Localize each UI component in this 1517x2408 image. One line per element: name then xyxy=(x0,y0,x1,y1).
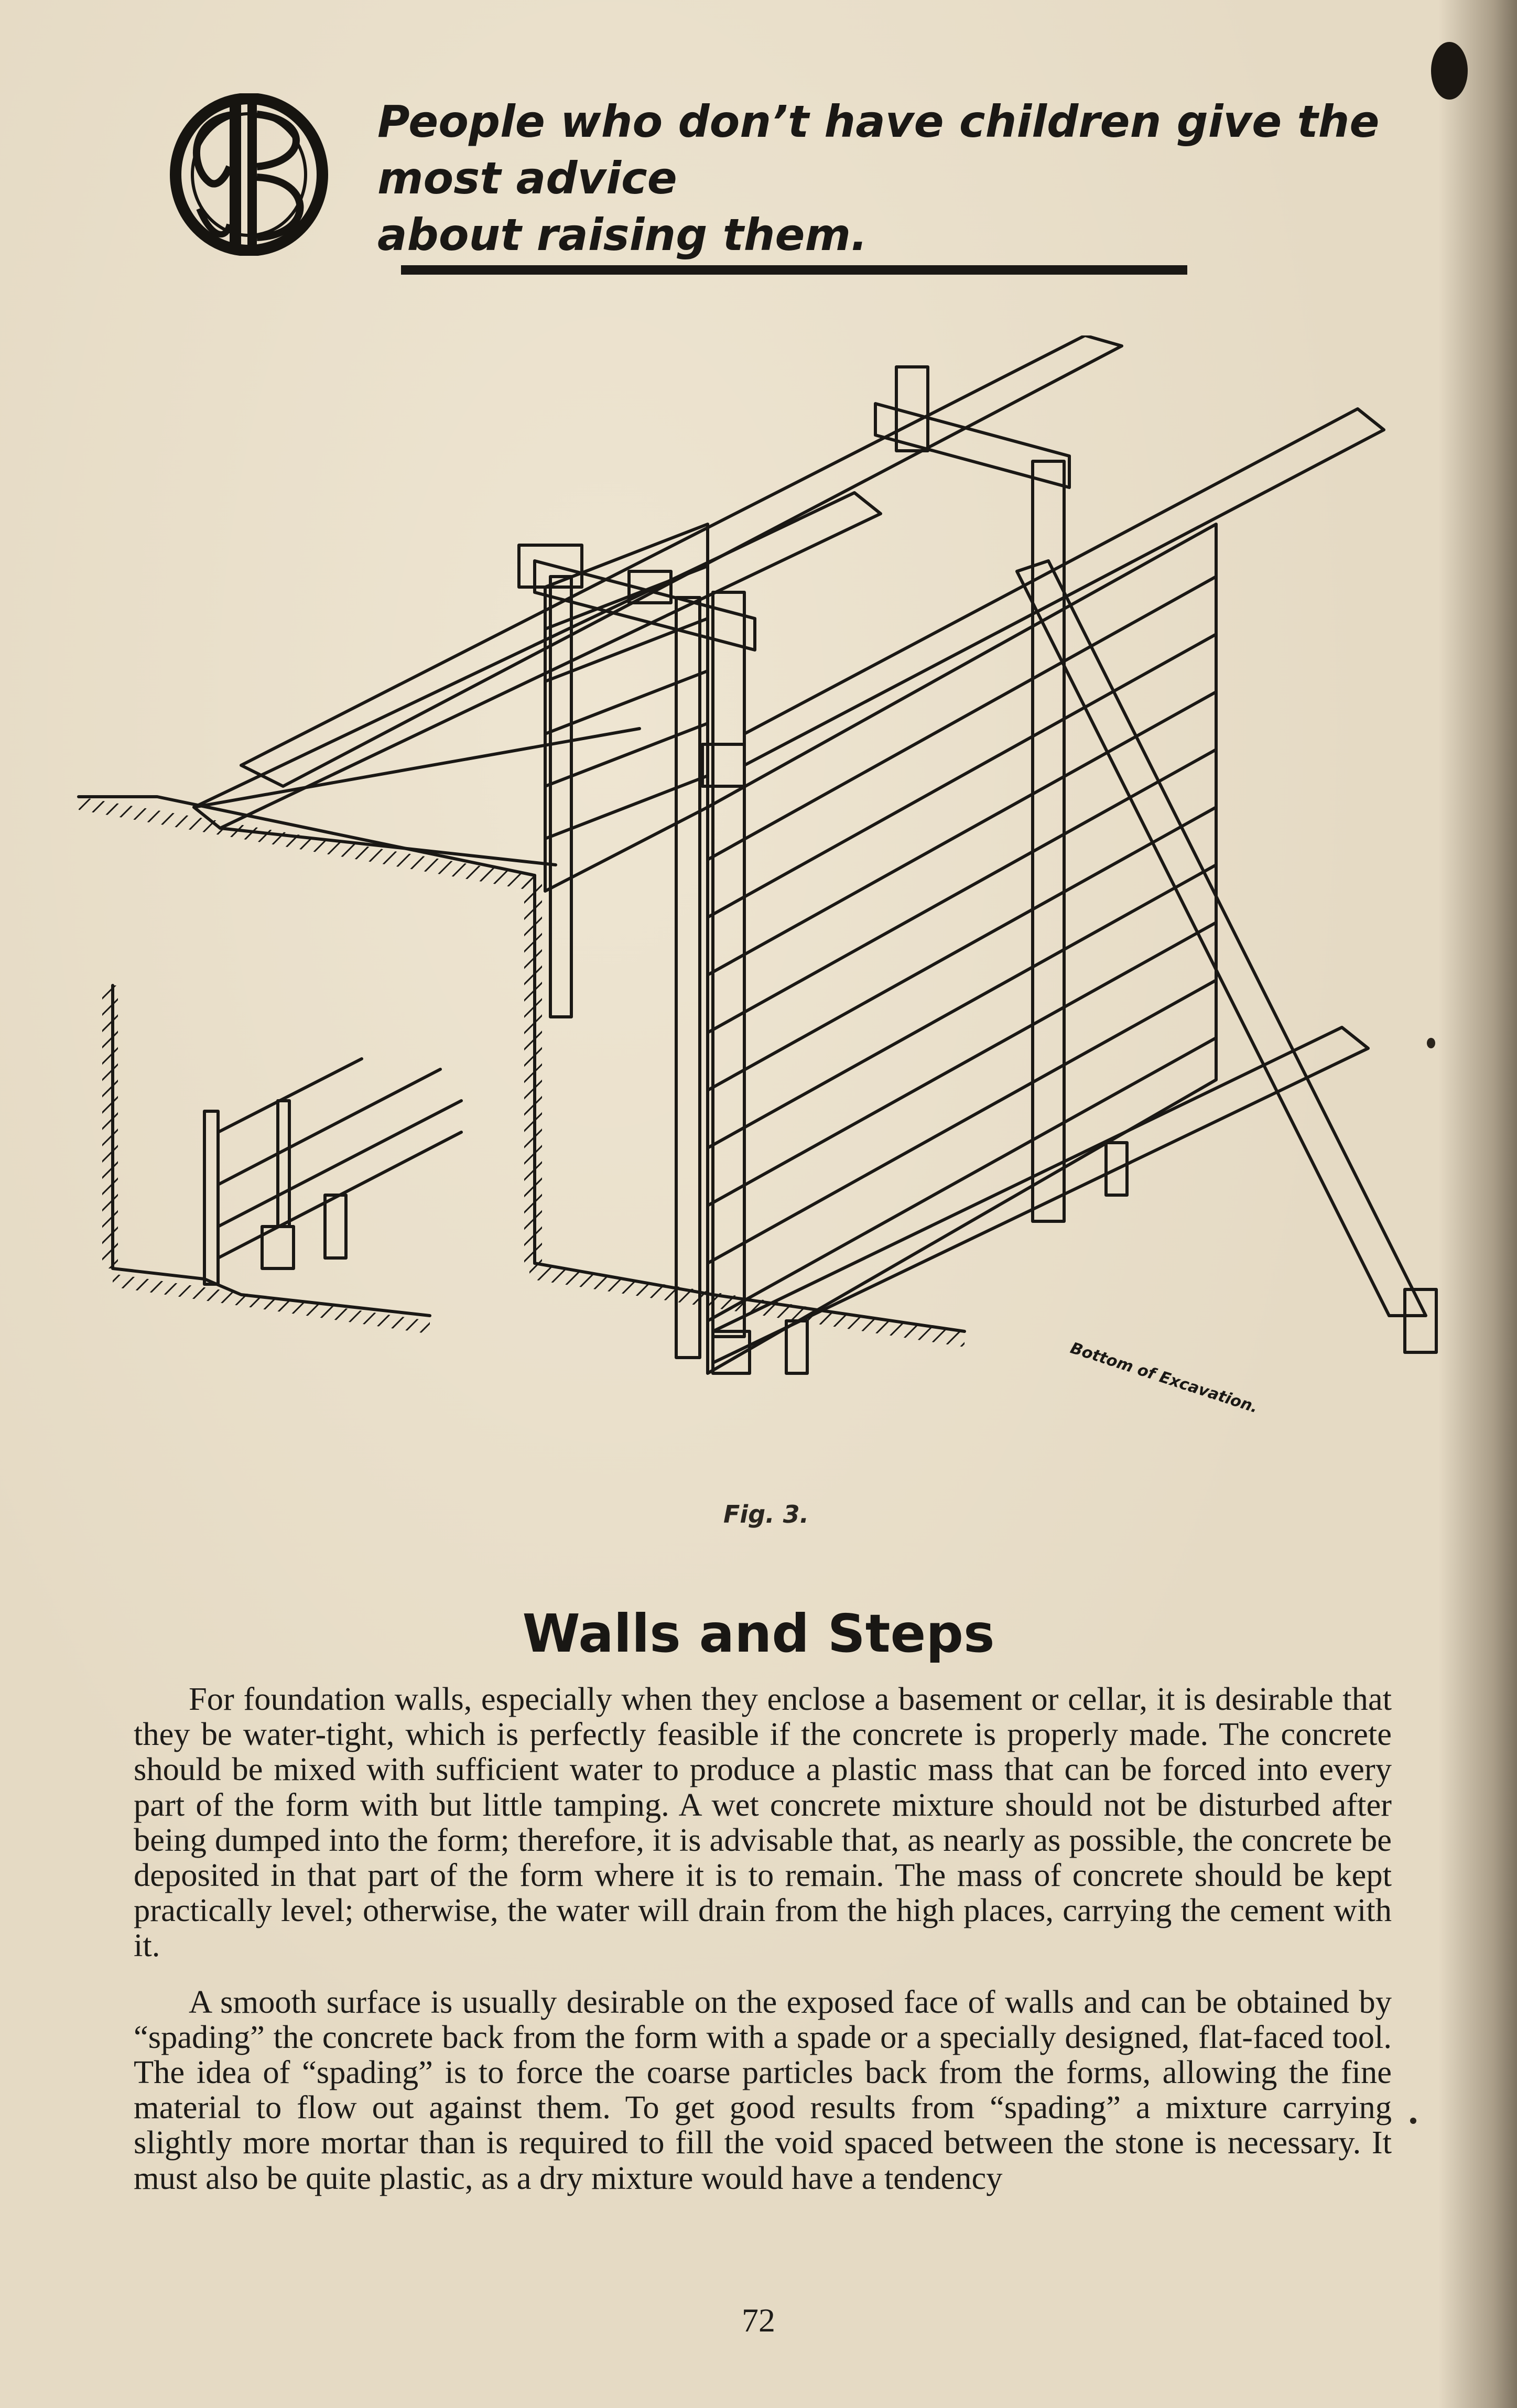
form-face-board xyxy=(708,750,1216,1033)
form-face-board xyxy=(708,980,1216,1263)
punch-hole xyxy=(1431,42,1468,100)
body-text xyxy=(134,1682,1392,2217)
figure-caption: Fig. 3. xyxy=(723,1500,809,1528)
section-wall-left xyxy=(113,985,430,1316)
monogram-logo xyxy=(168,93,330,256)
form-face-board xyxy=(708,865,1216,1148)
inner-form-face xyxy=(545,524,708,891)
diagonal-brace xyxy=(1017,561,1426,1316)
paragraph: A smooth surface is usually desirable on the exposed face of walls and can be obtained by “spading” the concrete back from the form with a spade or a specially designed, flat-faced tool. The idea of “spading” is to force the coarse particles back from the forms, allowing the fine material to flow out against them. To get good results from “spading” a mixture carrying slightly more mortar than is required to fill the void spaced between the stone is necessary. It must also be quite plastic, as a dry mixture would have a tendency xyxy=(134,1983,1392,2196)
section-board xyxy=(218,1059,461,1258)
ground-hatch xyxy=(79,797,535,891)
stud xyxy=(896,367,928,451)
brace-stake xyxy=(1405,1289,1436,1352)
form-face-board xyxy=(708,923,1216,1206)
excavation-floor-hatch xyxy=(529,1263,965,1347)
sill-stake xyxy=(786,1321,807,1373)
divider-rule xyxy=(401,265,1187,275)
page-number: 72 xyxy=(742,2302,775,2339)
section-stud xyxy=(278,1101,289,1227)
form-face-board xyxy=(708,692,1216,975)
stud xyxy=(676,598,700,1358)
form-top-board xyxy=(241,335,1122,786)
section-stud xyxy=(204,1111,218,1284)
paragraph: For foundation walls, especially when they enclose a basement or cellar, it is desirable that they be water-tight, which is perfectly feasible if the concrete is properly made. The concrete should be mixed with sufficient water to produce a plastic mass that can be forced into every part of the form with but little tamping. A wet concrete mixture should not be disturbed after being dumped into the form; therefore, it is advisable that, as nearly as possible, the concrete be deposited in that part of the form where it is to remain. The mass of concrete should be kept practically level; otherwise, the water will drain from the high places, carrying the cement with it. xyxy=(134,1680,1392,1964)
motto xyxy=(377,93,1457,263)
section-hatch-left xyxy=(102,985,118,1268)
form-face-board xyxy=(708,634,1216,917)
section-heading: Walls and Steps xyxy=(522,1603,995,1664)
form-face-board xyxy=(708,807,1216,1090)
ink-speck xyxy=(1410,2118,1416,2124)
section-floor-hatch xyxy=(113,1274,430,1334)
motto-line-1: People who don’t have children give the most advice xyxy=(377,96,1380,204)
top-tie xyxy=(875,404,1069,487)
wall-form-illustration xyxy=(63,335,1489,1499)
form-face-board xyxy=(708,1038,1216,1321)
excavation-wall-hatch xyxy=(524,875,542,1263)
section-stake xyxy=(325,1195,346,1258)
motto-line-2: about raising them. xyxy=(377,209,868,261)
excavation-label: Bottom of Excavation. xyxy=(1068,1339,1261,1417)
